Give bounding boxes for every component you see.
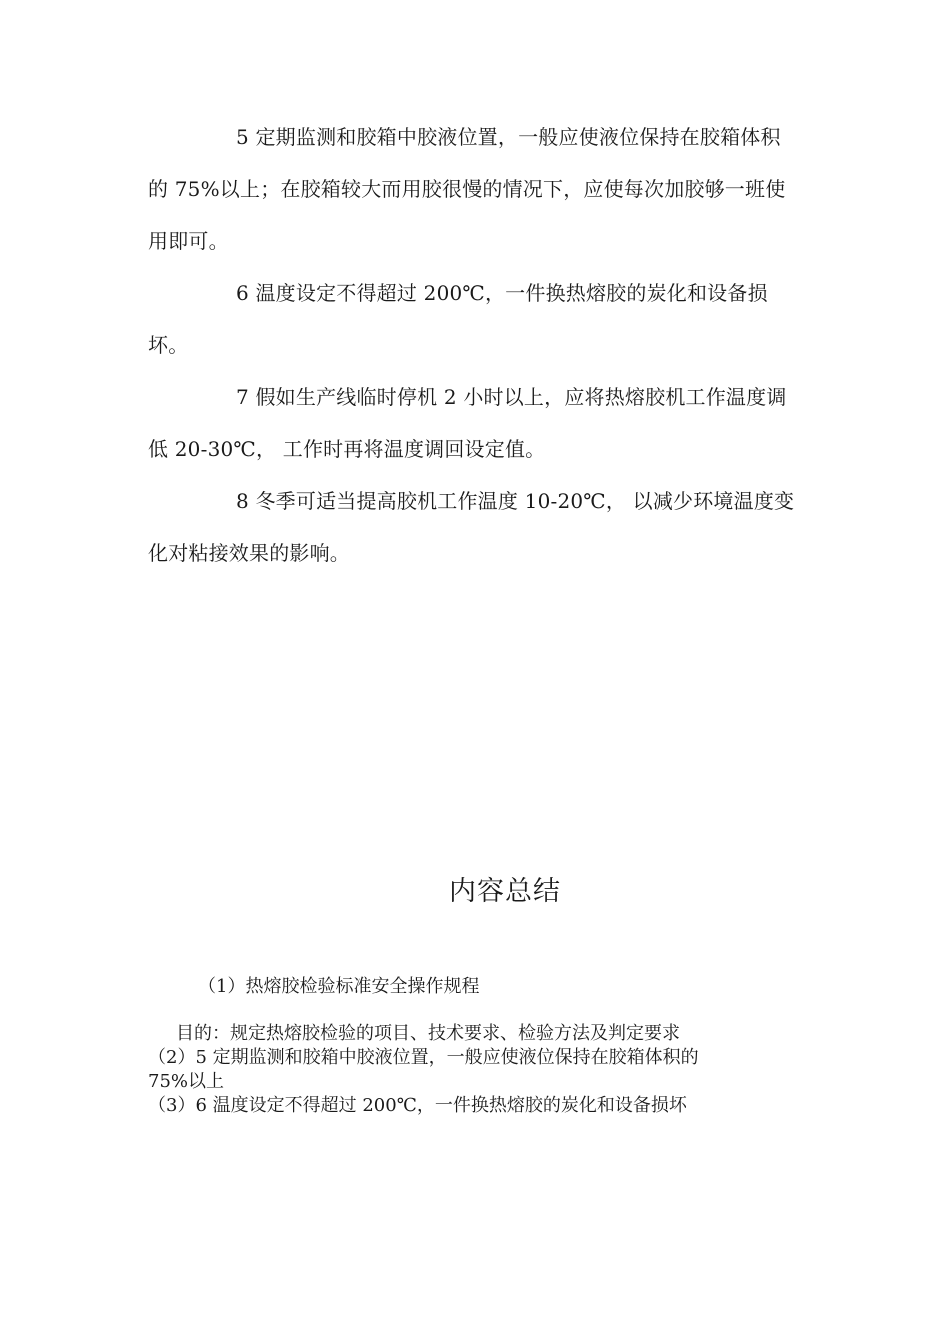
summary-item-2-line-1: （2）5 定期监测和胶箱中胶液位置，一般应使液位保持在胶箱体积的: [148, 1047, 699, 1068]
summary-purpose: 目的：规定热熔胶检验的项目、技术要求、检验方法及判定要求: [176, 1023, 680, 1044]
summary-title: 内容总结: [449, 876, 561, 907]
paragraph-item-7: 7 假如生产线临时停机 2 小时以上，应将热熔胶机工作温度调低 20-30℃， 工作时再将温度调回设定值。: [148, 385, 787, 461]
summary-block: [148, 1022, 788, 1118]
paragraph-item-6: 6 温度设定不得超过 200℃，一件换热熔胶的炭化和设备损坏。: [148, 281, 768, 357]
summary-item-2-line-2: 75%以上: [148, 1071, 225, 1092]
paragraph-item-5: 5 定期监测和胶箱中胶液位置，一般应使液位保持在胶箱体积的 75%以上；在胶箱较大而用胶很慢的情况下，应使每次加胶够一班使用即可。: [148, 125, 786, 253]
summary-item-1: （1）热熔胶检验标准安全操作规程: [198, 976, 480, 997]
summary-item-3: （3）6 温度设定不得超过 200℃，一件换热熔胶的炭化和设备损坏: [148, 1095, 687, 1116]
paragraph-item-8: 8 冬季可适当提高胶机工作温度 10-20℃， 以减少环境温度变化对粘接效果的影响。: [148, 489, 795, 565]
